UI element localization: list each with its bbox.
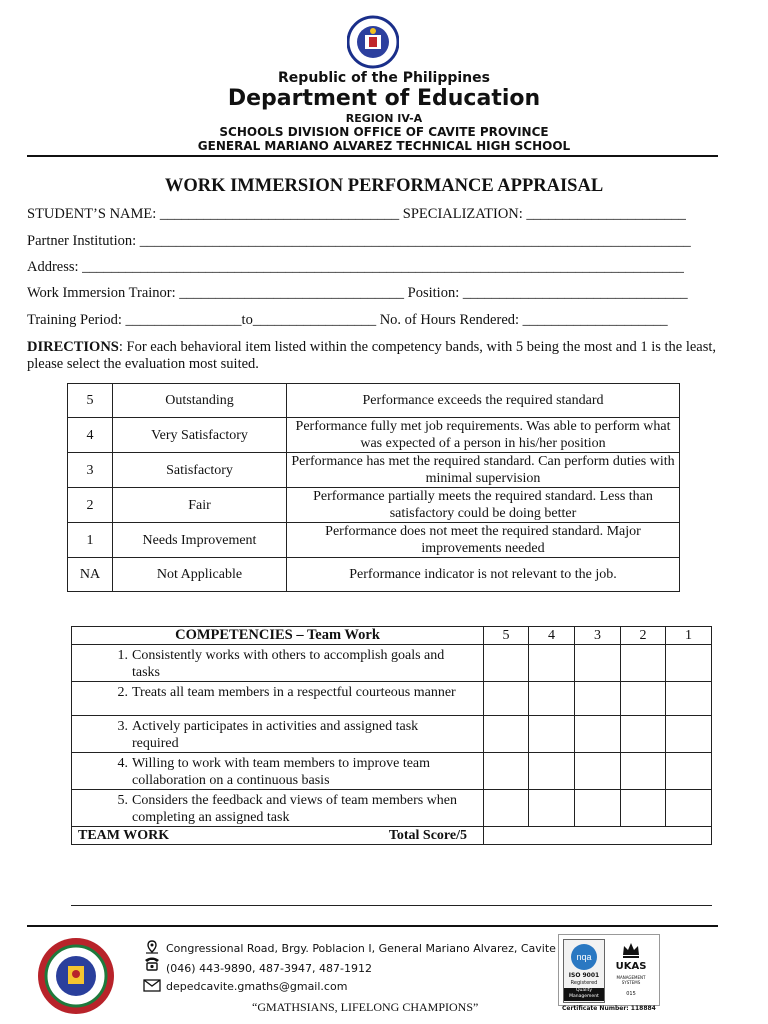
rating-label: Not Applicable — [113, 558, 287, 592]
item-text: Willing to work with team members to improve team collaboration on a continuous basis — [132, 756, 431, 788]
footer-address: Congressional Road, Brgy. Poblacion I, General Mariano Alvarez, Cavite — [166, 942, 556, 955]
rating-cell-2[interactable] — [621, 790, 666, 827]
nqa-logo — [571, 944, 597, 970]
header-region: REGION IV-A — [345, 112, 423, 125]
total-score-label: Total Score/5 — [388, 828, 467, 843]
rating-desc: Performance fully met job requirements. Was able to perform what was expected of a person in his/her position — [287, 418, 680, 453]
mail-icon — [143, 979, 161, 992]
document-title: WORK IMMERSION PERFORMANCE APPRAISAL — [164, 176, 604, 196]
footer-phone: (046) 443-9890, 487-3947, 487-1912 — [166, 962, 372, 975]
rating-score: 5 — [68, 384, 113, 418]
ukas-badge — [609, 939, 653, 1001]
rating-cell-2[interactable] — [621, 716, 666, 753]
total-score-cell[interactable] — [484, 827, 712, 845]
rating-label: Fair — [113, 488, 287, 523]
rating-cell-3[interactable] — [575, 716, 621, 753]
iso-label: ISO 9001 — [568, 972, 600, 979]
competency-item — [72, 790, 484, 827]
rating-cell-5[interactable] — [484, 645, 529, 682]
training-period-field[interactable]: Training Period: ________________to_________________ No. of Hours Rendered: ____________________ — [27, 312, 668, 328]
rating-cell-1[interactable] — [666, 645, 712, 682]
item-text: Actively participates in activities and assigned task required — [132, 719, 419, 751]
student-name-field[interactable]: STUDENT’S NAME: _________________________________ SPECIALIZATION: ______________________ — [27, 206, 686, 222]
partner-institution-field[interactable]: Partner Institution: ____________________________________________________________________________ — [27, 233, 691, 249]
column-header: 1 — [666, 627, 712, 645]
certificate-number: Certificate Number: 118884 — [562, 1005, 656, 1012]
location-icon — [145, 940, 159, 954]
rating-cell-1[interactable] — [666, 682, 712, 716]
column-header: 2 — [621, 627, 666, 645]
address-field[interactable]: Address: ___________________________________________________________________________________ — [27, 259, 684, 275]
directions — [27, 339, 717, 373]
rating-score: 3 — [68, 453, 113, 488]
directions-label: DIRECTIONS — [27, 339, 119, 355]
competency-item — [72, 753, 484, 790]
rating-desc: Performance exceeds the required standard — [287, 384, 680, 418]
competency-item — [72, 716, 484, 753]
directions-text: : For each behavioral item listed within the competency bands, with 5 being the most and 1 is the least, please select the evaluation most suited. — [27, 339, 717, 372]
footer-email: depedcavite.gmaths@gmail.com — [166, 980, 348, 993]
ukas-label: UKAS — [615, 961, 647, 972]
rating-row — [68, 384, 680, 418]
column-header: 4 — [529, 627, 575, 645]
rating-cell-3[interactable] — [575, 790, 621, 827]
rating-cell-4[interactable] — [529, 716, 575, 753]
rating-desc: Performance partially meets the required standard. Less than satisfactory could be doing better — [287, 488, 680, 523]
rating-scale-table — [67, 383, 680, 592]
competency-row — [72, 753, 712, 790]
phone-icon — [143, 955, 161, 971]
item-number: 2. — [117, 685, 128, 700]
item-text: Considers the feedback and views of team members when completing an assigned task — [132, 793, 458, 825]
rating-cell-2[interactable] — [621, 753, 666, 790]
rating-cell-4[interactable] — [529, 753, 575, 790]
item-number: 4. — [117, 756, 128, 771]
rating-row — [68, 558, 680, 592]
rating-score: 2 — [68, 488, 113, 523]
header-division: SCHOOLS DIVISION OFFICE OF CAVITE PROVINCE — [219, 125, 549, 139]
nqa-logo-text: nqa — [576, 952, 592, 962]
deped-seal — [347, 13, 399, 71]
rating-cell-5[interactable] — [484, 790, 529, 827]
rating-row — [68, 418, 680, 453]
item-number: 5. — [117, 793, 128, 808]
competency-row — [72, 790, 712, 827]
column-header: 5 — [484, 627, 529, 645]
item-number: 1. — [117, 648, 128, 663]
competency-row — [72, 716, 712, 753]
competency-row — [72, 645, 712, 682]
trainor-field[interactable]: Work Immersion Trainor: _______________________________ Position: _______________________________ — [27, 285, 688, 301]
item-text: Treats all team members in a respectful courteous manner — [132, 685, 456, 700]
rating-cell-4[interactable] — [529, 645, 575, 682]
competencies-header-row — [72, 627, 712, 645]
rating-label: Outstanding — [113, 384, 287, 418]
item-number: 3. — [117, 719, 128, 734]
rating-score: 1 — [68, 523, 113, 558]
competency-item — [72, 645, 484, 682]
rating-desc: Performance does not meet the required standard. Major improvements needed — [287, 523, 680, 558]
crown-icon — [621, 941, 641, 959]
rating-score: 4 — [68, 418, 113, 453]
rating-row — [68, 453, 680, 488]
quality-label: Quality Management — [564, 988, 604, 1001]
ukas-sub-label: MANAGEMENT SYSTEMS — [616, 975, 646, 985]
footer-motto: “GMATHSIANS, LIFELONG CHAMPIONS” — [252, 1000, 479, 1014]
rating-label: Needs Improvement — [113, 523, 287, 558]
competencies-header: COMPETENCIES – Team Work — [72, 627, 484, 645]
team-work-total-row — [72, 827, 712, 845]
rating-score: NA — [68, 558, 113, 592]
rating-cell-5[interactable] — [484, 682, 529, 716]
rating-cell-2[interactable] — [621, 682, 666, 716]
rating-cell-2[interactable] — [621, 645, 666, 682]
signature-line — [71, 905, 712, 906]
footer-divider — [27, 925, 718, 927]
rating-row — [68, 523, 680, 558]
header-department: Department of Education — [227, 86, 541, 111]
competency-row — [72, 682, 712, 716]
rating-desc: Performance indicator is not relevant to the job. — [287, 558, 680, 592]
column-header: 3 — [575, 627, 621, 645]
team-work-total-label — [72, 827, 484, 845]
nqa-badge — [563, 939, 605, 1003]
registered-label: Registered — [570, 980, 598, 986]
school-logo — [36, 936, 116, 1016]
header-divider — [27, 155, 718, 157]
rating-cell-3[interactable] — [575, 753, 621, 790]
team-work-label: TEAM WORK — [78, 828, 170, 843]
ukas-number: 015 — [626, 991, 636, 997]
rating-desc: Performance has met the required standard. Can perform duties with minimal supervision — [287, 453, 680, 488]
rating-row — [68, 488, 680, 523]
iso-certification-badge — [558, 934, 660, 1006]
rating-cell-4[interactable] — [529, 682, 575, 716]
rating-cell-4[interactable] — [529, 790, 575, 827]
rating-cell-1[interactable] — [666, 716, 712, 753]
competency-item — [72, 682, 484, 716]
item-text: Consistently works with others to accomplish goals and tasks — [132, 648, 445, 680]
rating-cell-1[interactable] — [666, 790, 712, 827]
rating-label: Satisfactory — [113, 453, 287, 488]
header-school: GENERAL MARIANO ALVAREZ TECHNICAL HIGH SCHOOL — [197, 139, 571, 153]
rating-cell-5[interactable] — [484, 753, 529, 790]
rating-cell-5[interactable] — [484, 716, 529, 753]
header-republic: Republic of the Philippines — [278, 70, 490, 86]
rating-cell-3[interactable] — [575, 682, 621, 716]
rating-cell-1[interactable] — [666, 753, 712, 790]
rating-cell-3[interactable] — [575, 645, 621, 682]
rating-label: Very Satisfactory — [113, 418, 287, 453]
competencies-table — [71, 626, 712, 845]
